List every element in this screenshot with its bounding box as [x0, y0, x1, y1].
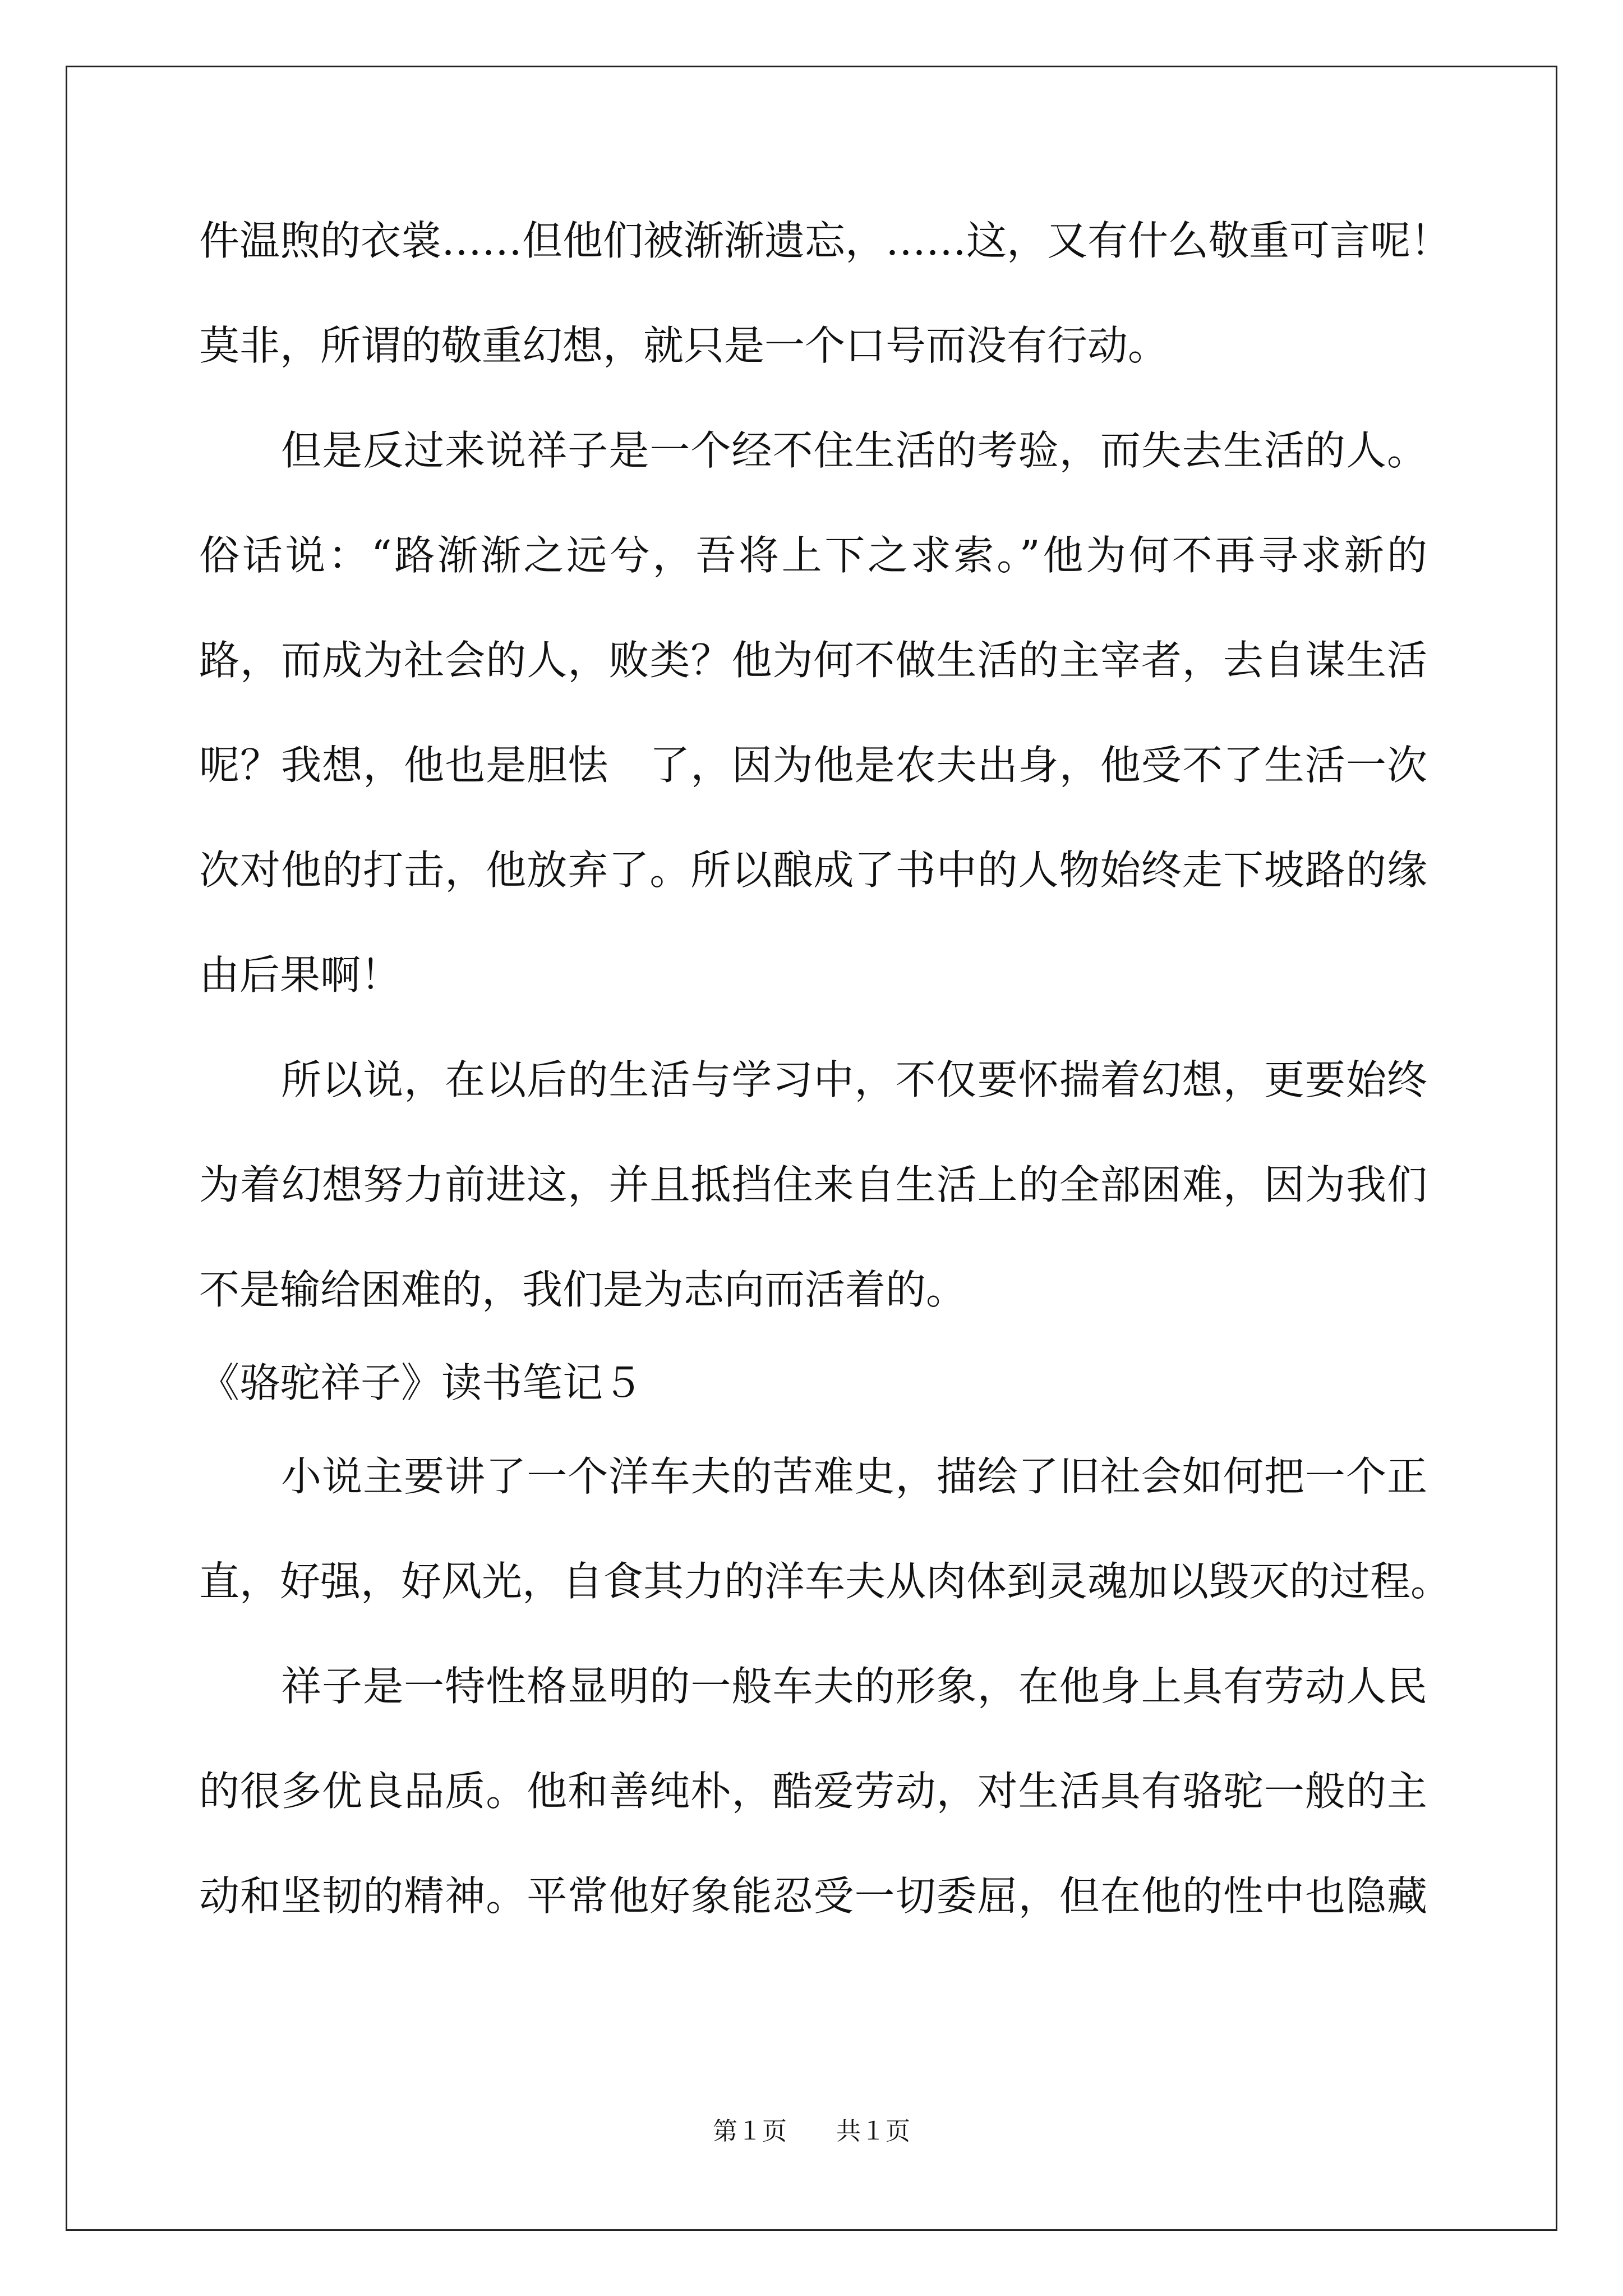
text-line: 路，而成为社会的人，败类？他为何不做生活的主宰者，去自谋生活 — [199, 637, 1427, 684]
text-line: 由后果啊！ — [199, 951, 402, 999]
text-line: 莫非，所谓的敬重幻想，就只是一个口号而没有行动。 — [199, 322, 1169, 369]
text-line: 所以说，在以后的生活与学习中，不仅要怀揣着幻想，更要始终 — [281, 1056, 1427, 1103]
text-line: 俗话说：“路渐渐之远兮，吾将上下之求索。”他为何不再寻求新的 — [199, 532, 1427, 579]
text-line: 祥子是一特性格显明的一般车夫的形象，在他身上具有劳动人民 — [281, 1663, 1427, 1710]
text-line: 不是输给困难的，我们是为志向而活着的。 — [199, 1266, 967, 1313]
page-footer: 第１页 共１页 — [713, 2117, 910, 2146]
text-line: 动和坚韧的精神。平常他好象能忍受一切委屈，但在他的性中也隐藏 — [199, 1872, 1427, 1920]
text-line: 件温煦的衣裳……但他们被渐渐遗忘，……这，又有什么敬重可言呢！ — [199, 217, 1451, 264]
section-heading: 《骆驼祥子》读书笔记５ — [199, 1359, 644, 1406]
text-line: 次对他的打击，他放弃了。所以酿成了书中的人物始终走下坡路的缘 — [199, 846, 1427, 894]
text-line: 呢？我想，他也是胆怯 了，因为他是农夫出身，他受不了生活一次 — [199, 742, 1427, 789]
text-line: 为着幻想努力前进这，并且抵挡住来自生活上的全部困难，因为我们 — [199, 1161, 1427, 1208]
text-line: 但是反过来说祥子是一个经不住生活的考验，而失去生活的人。 — [281, 427, 1427, 474]
text-line: 直，好强，好风光，自食其力的洋车夫从肉体到灵魂加以毁灭的过程。 — [199, 1558, 1451, 1605]
text-line: 小说主要讲了一个洋车夫的苦难史，描绘了旧社会如何把一个正 — [281, 1453, 1427, 1500]
text-line: 的很多优良品质。他和善纯朴，酷爱劳动，对生活具有骆驼一般的主 — [199, 1768, 1427, 1815]
